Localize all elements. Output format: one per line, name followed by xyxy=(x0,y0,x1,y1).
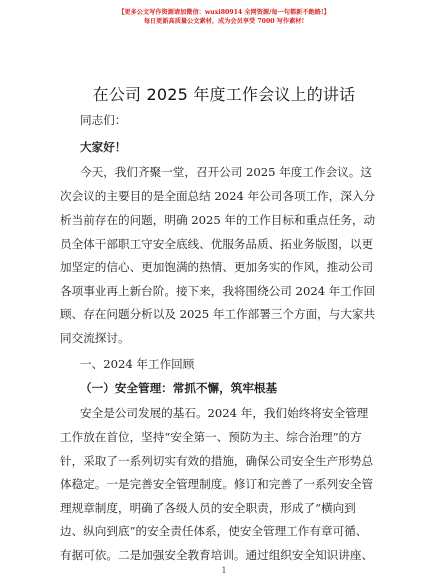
text-line: 今天，我们齐聚一堂，召开公司 2025 年度工作会议。这 xyxy=(80,165,372,179)
section-heading: 一、2024 年工作回顾 xyxy=(80,357,195,371)
banner-line-2: 每日更新高质量公文素材，成为会员享受 7000 写作素材! xyxy=(143,18,305,25)
subsection-heading: （一）安全管理：常抓不懈，筑牢根基 xyxy=(80,381,278,395)
banner-line-1: 【更多公文写作资源请加微信：wuxi80914 全网资源/每一句都新不跑路!】 xyxy=(118,9,330,16)
salutation: 同志们： xyxy=(80,113,127,127)
text-line: 加坚定的信心、更加饱满的热情、更加务实的作风，推动公司 xyxy=(60,260,374,274)
text-line: 各项事业再上新台阶。接下来，我将围绕公司 2024 年工作回 xyxy=(60,284,376,298)
text-line: 析当前存在的问题，明确 2025 年的工作目标和重点任务，动 xyxy=(60,213,376,227)
text-line: 工作放在首位，坚持“安全第一、预防为主、综合治理”的方 xyxy=(60,430,362,444)
text-line: 针，采取了一系列切实有效的措施，确保公司安全生产形势总 xyxy=(60,454,374,468)
text-line: 员全体干部职工守安全底线、优服务品质、拓业务版图，以更 xyxy=(60,237,374,251)
page-number: 1 xyxy=(221,566,227,575)
text-line: 理规章制度，明确了各级人员的安全职责，形成了“横向到 xyxy=(60,501,356,515)
text-line: 次会议的主要目的是全面总结 2024 年公司各项工作，深入分 xyxy=(60,189,376,203)
document-title: 在公司 2025 年度工作会议上的讲话 xyxy=(92,85,356,104)
text-line: 同交流探讨。 xyxy=(60,331,130,345)
top-banner xyxy=(0,8,448,26)
text-line: 安全是公司发展的基石。2024 年，我们始终将安全管理 xyxy=(80,406,369,420)
text-line: 顾、存在问题分析以及 2025 年工作部署三个方面，与大家共 xyxy=(60,307,376,321)
text-line: 有据可依。二是加强安全教育培训。通过组织安全知识讲座、 xyxy=(60,548,374,562)
text-line: 体稳定。一是完善安全管理制度。修订和完善了一系列安全管 xyxy=(60,477,374,491)
text-line: 边、纵向到底”的安全责任体系，使安全管理工作有章可循、 xyxy=(60,524,368,538)
greeting: 大家好！ xyxy=(80,140,127,154)
